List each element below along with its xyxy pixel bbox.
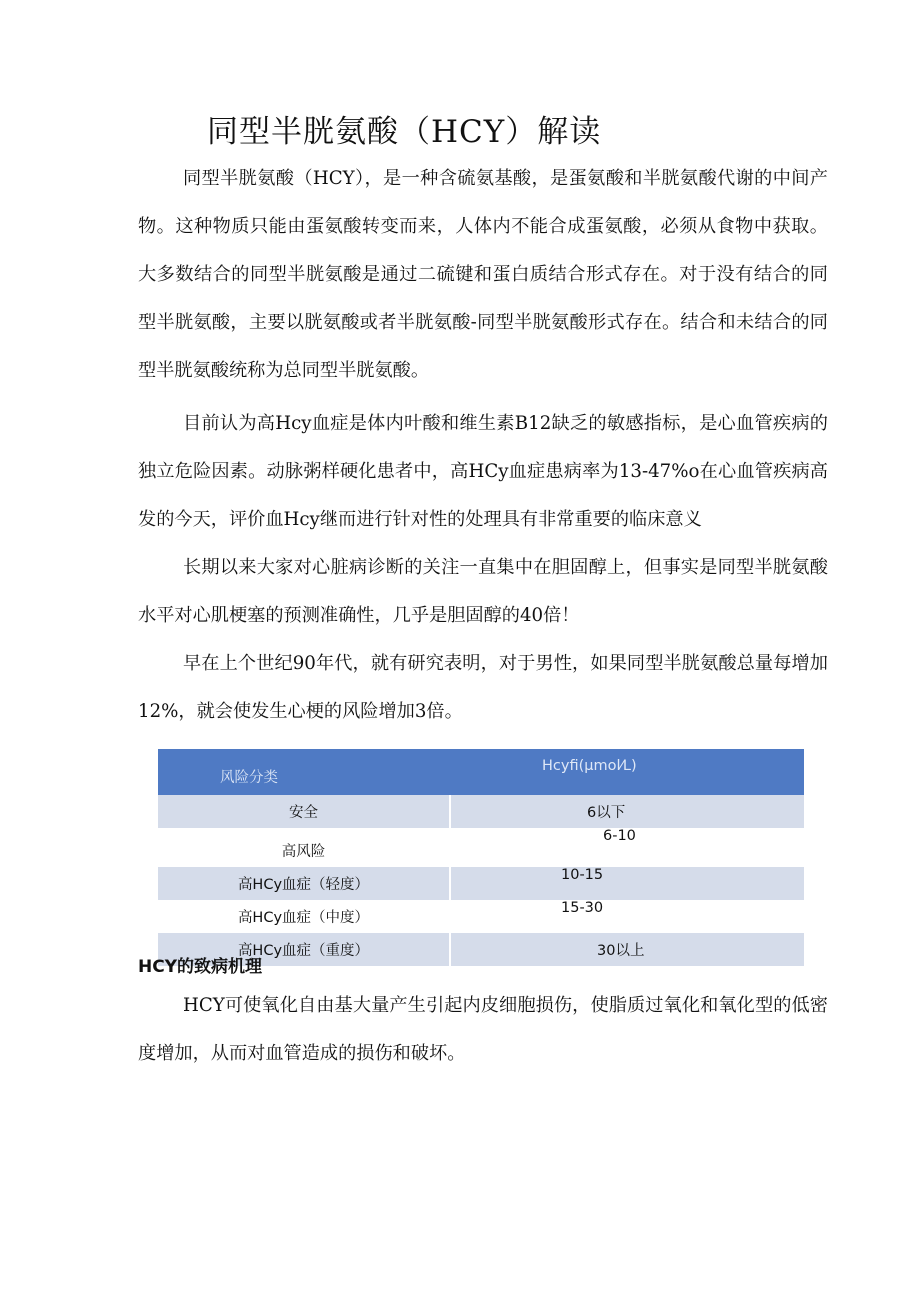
table-header-hcy-value: Hcyfi(μmol⁄L) — [450, 749, 804, 795]
table-cell-value: 30以上 — [450, 933, 804, 966]
table-row — [158, 795, 804, 828]
risk-classification-table — [158, 749, 804, 966]
table-cell-value: 15-30 — [561, 900, 604, 916]
table-cell-category: 高HCy血症（中度） — [158, 900, 450, 933]
table-cell-value: 6-10 — [603, 828, 636, 844]
paragraph-cholesterol-comparison: 长期以来大家对心脏病诊断的关注一直集中在胆固醇上，但事实是同型半胱氨酸水平对心肌梗塞的预测准确性，几乎是胆固醇的40倍！ — [138, 557, 828, 626]
table-cell-value: 10-15 — [450, 867, 804, 900]
paragraph-risk-indicator: 目前认为高Hcy血症是体内叶酸和维生素B12缺乏的敏感指标，是心血管疾病的独立危险因素。动脉粥样硬化患者中，高HCy血症患病率为13-47%o在心血管疾病高发的今天，评价血Hcy继而进行针对性的处理具有非常重要的临床意义 — [138, 413, 828, 530]
table-cell-category: 高HCy血症（重度） — [158, 933, 450, 966]
table-row — [158, 900, 804, 933]
table-row — [158, 828, 804, 867]
table-cell-category: 高风险 — [158, 828, 450, 867]
table-cell-category: 高HCy血症（轻度） — [158, 867, 450, 900]
table-header-row — [158, 749, 804, 795]
table-cell-category: 安全 — [158, 795, 450, 828]
paragraph-research-findings: 早在上个世纪90年代，就有研究表明，对于男性，如果同型半胱氨酸总量每增加12%，就会使发生心梗的风险增加3倍。 — [138, 653, 828, 722]
table-row — [158, 867, 804, 900]
table-cell-value: 6以下 — [450, 795, 804, 828]
paragraph-definition: 同型半胱氨酸（HCY），是一种含硫氨基酸，是蛋氨酸和半胱氨酸代谢的中间产物。这种物质只能由蛋氨酸转变而来，人体内不能合成蛋氨酸，必须从食物中获取。大多数结合的同型半胱氨酸是通过二硫键和蛋白质结合形式存在。对于没有结合的同型半胱氨酸，主要以胱氨酸或者半胱氨酸-同型半胱氨酸形式存在。结合和未结合的同型半胱氨酸统称为总同型半胱氨酸。 — [138, 168, 828, 381]
paragraph-pathogenesis: HCY可使氧化自由基大量产生引起内皮细胞损伤，使脂质过氧化和氧化型的低密度增加，从而对血管造成的损伤和破坏。 — [138, 995, 828, 1064]
document-title: 同型半胱氨酸（HCY）解读 — [207, 114, 602, 150]
table-header-risk-category: 风险分类 — [158, 749, 450, 795]
section-heading-pathogenesis: HCY的致病机理 — [138, 957, 263, 977]
